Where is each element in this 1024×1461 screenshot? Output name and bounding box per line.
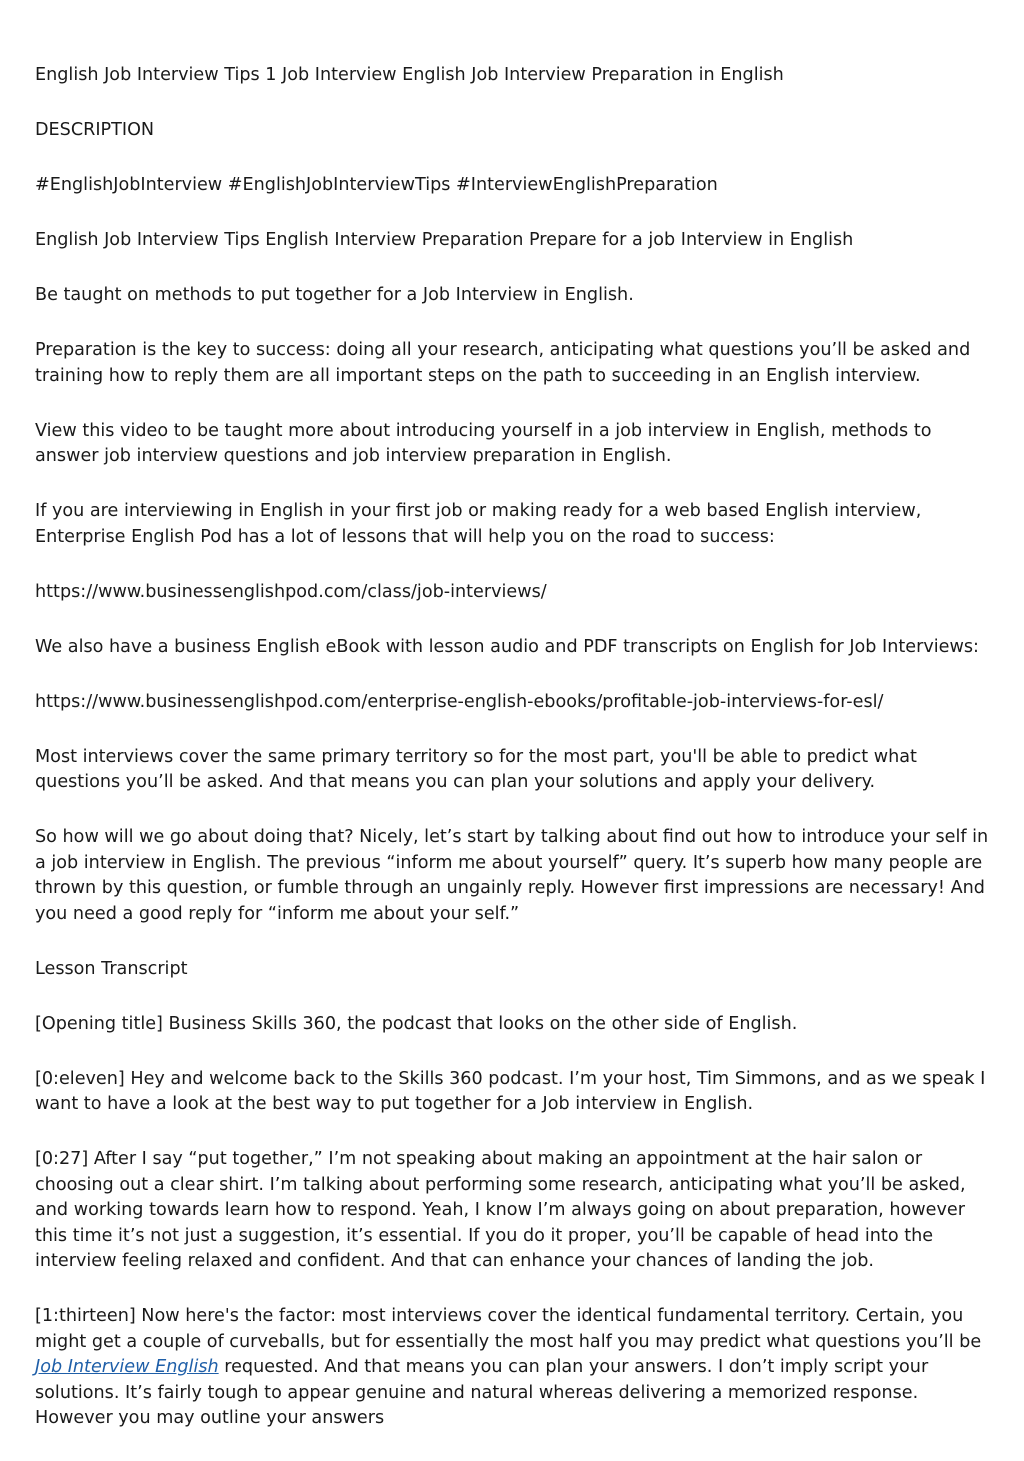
document-subtitle: English Job Interview Tips English Interview Preparation Prepare for a job Interview in English — [35, 230, 854, 250]
paragraph-territory: Most interviews cover the same primary territory so for the most part, you'll be able to predict what questions you’ll be asked. And that means you can plan your solutions and apply your delivery. — [35, 746, 917, 792]
url-ebook: https://www.businessenglishpod.com/enterprise-english-ebooks/profitable-job-interviews-for-esl/ — [35, 691, 884, 712]
paragraph-ebook: We also have a business English eBook with lesson audio and PDF transcripts on English for Job Interviews: — [35, 636, 979, 657]
url-job-interviews: https://www.businessenglishpod.com/class/job-interviews/ — [35, 581, 547, 602]
transcript-heading: Lesson Transcript — [35, 958, 188, 979]
description-heading: DESCRIPTION — [35, 120, 155, 140]
job-interview-english-link[interactable]: Job Interview English — [35, 1357, 219, 1377]
paragraph-video: View this video to be taught more about introducing yourself in a job interview in English, methods to answer job interview questions and job interview preparation in English. — [35, 420, 932, 466]
paragraph-lessons: If you are interviewing in English in your first job or making ready for a web based English interview, Enterprise English Pod has a lot of lessons that will help you on the road to success: — [35, 501, 922, 547]
hashtags: #EnglishJobInterview #EnglishJobInterviewTips #InterviewEnglishPreparation — [35, 175, 718, 195]
transcript-1-13-text-after: requested. And that means you can plan your answers. I don’t imply script your solutions. It’s fairly tough to appear genuine and natural whereas delivering a memorized response. However you may outline your answers — [35, 1357, 929, 1428]
paragraph-preparation: Preparation is the key to success: doing all your research, anticipating what questions you’ll be asked and training how to reply them are all important steps on the path to succeeding in an English interview. — [35, 340, 971, 386]
document-title: English Job Interview Tips 1 Job Interview English Job Interview Preparation in English — [35, 65, 784, 85]
paragraph-intro: Be taught on methods to put together for a Job Interview in English. — [35, 285, 634, 305]
transcript-0-27: [0:27] After I say “put together,” I’m not speaking about making an appointment at the hair salon or choosing out a clear shirt. I’m talking about performing some research, anticipating what you’ll be asked, and working towards learn how to respond. Yeah, I know I’m always going on about preparation, however this time it’s not just a suggestion, it’s essential. If you do it proper, you’ll be capable of head into the interview feeling relaxed and confident. And that can enhance your chances of landing the job. — [35, 1149, 966, 1271]
transcript-1-13 — [35, 1304, 995, 1432]
transcript-opening: [Opening title] Business Skills 360, the podcast that looks on the other side of English. — [35, 1013, 798, 1034]
transcript-0-11: [0:eleven] Hey and welcome back to the Skills 360 podcast. I’m your host, Tim Simmons, and as we speak I want to have a look at the best way to put together for a Job interview in English. — [35, 1068, 986, 1114]
transcript-1-13-text-before: [1:thirteen] Now here's the factor: most interviews cover the identical fundamental territory. Certain, you might get a couple of curveballs, but for essentially the most half you may predict what questions you’ll be — [35, 1306, 982, 1352]
document-body — [35, 63, 995, 1461]
paragraph-introduce: So how will we go about doing that? Nicely, let’s start by talking about find out how to introduce your self in a job interview in English. The previous “inform me about yourself” query. It’s superb how many people are thrown by this question, or fumble through an ungainly reply. However first impressions are necessary! And you need a good reply for “inform me about your self.” — [35, 827, 989, 924]
